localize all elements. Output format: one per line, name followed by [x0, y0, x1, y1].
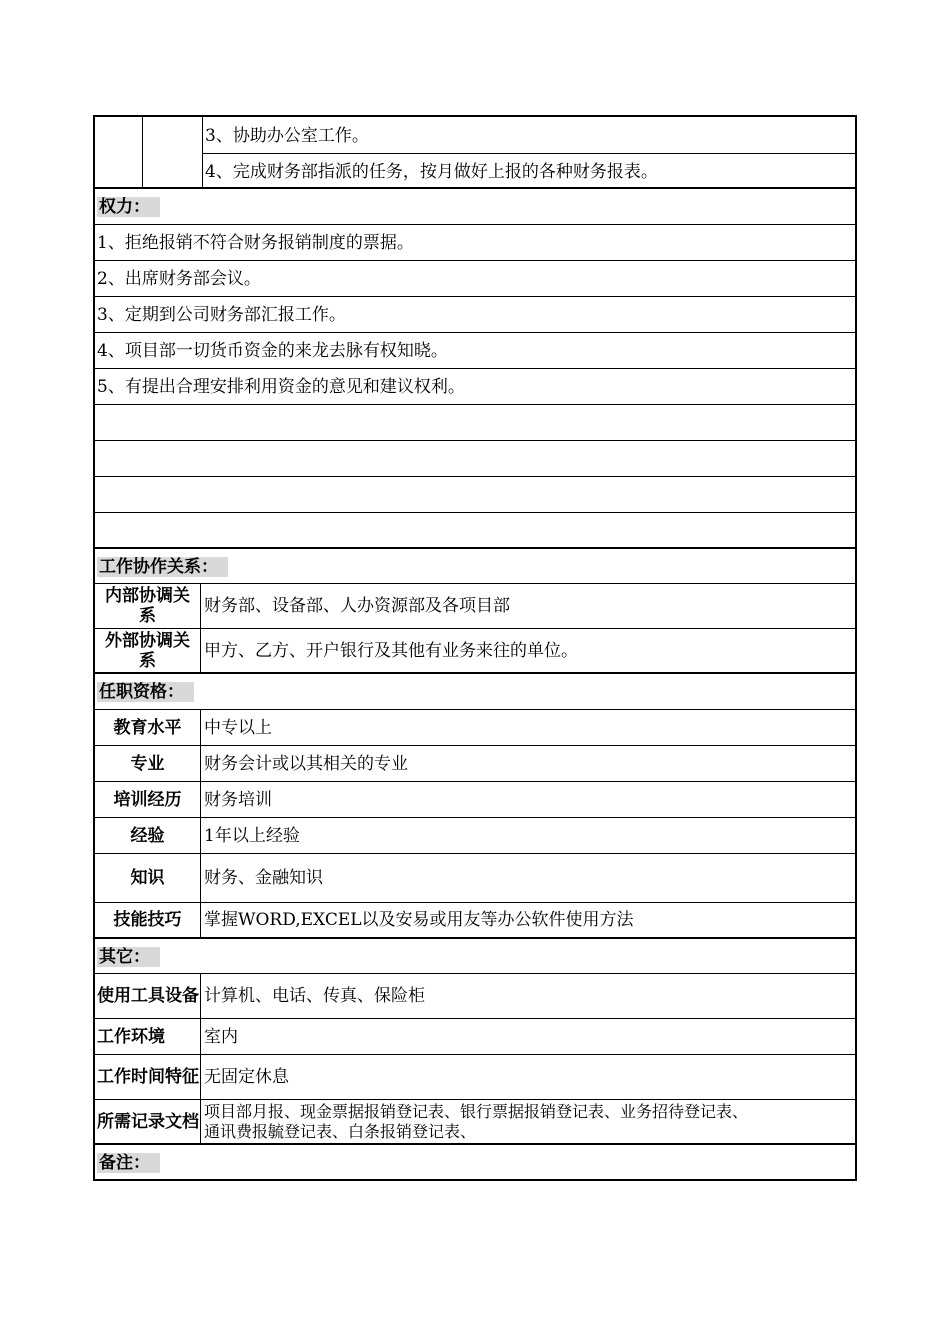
other-header: 其它：	[97, 947, 160, 967]
job-description-table	[93, 115, 857, 1181]
skills-value: 掌握WORD,EXCEL以及安易或用友等办公软件使用方法	[204, 910, 634, 930]
cooperation-header-row	[93, 549, 857, 584]
experience-value: 1年以上经验	[204, 825, 300, 846]
authority-item-4: 4、项目部一切货币资金的来龙去脉有权知晓。	[97, 341, 448, 361]
internal-coordination-label: 内部协调关系	[95, 584, 201, 628]
work-time-row	[93, 1055, 857, 1100]
duty-item-3-text: 3、协助办公室工作。	[205, 126, 369, 146]
authority-header: 权力：	[97, 197, 160, 217]
authority-item-1: 1、拒绝报销不符合财务报销制度的票据。	[97, 233, 414, 253]
tools-value: 计算机、电话、传真、保险柜	[204, 986, 425, 1006]
authority-row	[93, 225, 857, 261]
work-time-label: 工作时间特征	[95, 1055, 201, 1099]
education-value: 中专以上	[204, 717, 272, 738]
environment-label: 工作环境	[95, 1019, 201, 1054]
training-value: 财务培训	[204, 789, 272, 810]
authority-empty-row	[93, 441, 857, 477]
experience-label: 经验	[95, 818, 201, 853]
duties-empty-col-2	[143, 117, 203, 187]
qualification-row-education	[93, 710, 857, 746]
skills-label: 技能技巧	[95, 903, 201, 937]
major-value: 财务会计或以其相关的专业	[204, 753, 408, 774]
tools-row	[93, 974, 857, 1019]
external-coordination-label: 外部协调关系	[95, 629, 201, 672]
cooperation-header: 工作协作关系：	[97, 557, 228, 577]
knowledge-value: 财务、金融知识	[204, 868, 323, 888]
internal-coordination-value: 财务部、设备部、人办资源部及各项目部	[204, 596, 510, 616]
external-coordination-row	[93, 629, 857, 674]
authority-item-5: 5、有提出合理安排利用资金的意见和建议权利。	[97, 377, 465, 397]
duties-items	[203, 117, 855, 187]
authority-item-2: 2、出席财务部会议。	[97, 269, 261, 289]
qualification-row-skills	[93, 903, 857, 939]
authority-empty-row	[93, 477, 857, 513]
duty-item-4	[203, 154, 855, 190]
authority-row	[93, 333, 857, 369]
authority-header-row	[93, 189, 857, 225]
training-label: 培训经历	[95, 782, 201, 817]
authority-row	[93, 261, 857, 297]
knowledge-label: 知识	[95, 854, 201, 902]
internal-coordination-row	[93, 584, 857, 629]
qualification-row-experience	[93, 818, 857, 854]
education-label: 教育水平	[95, 710, 201, 745]
records-value-line-1: 项目部月报、现金票据报销登记表、银行票据报销登记表、业务招待登记表、	[204, 1101, 749, 1121]
records-value-line-2: 通讯费报毓登记表、白条报销登记表、	[204, 1121, 477, 1141]
duties-empty-col-1	[95, 117, 143, 187]
authority-empty-row	[93, 513, 857, 549]
environment-row	[93, 1019, 857, 1055]
external-coordination-value: 甲方、乙方、开户银行及其他有业务来往的单位。	[204, 640, 578, 661]
tools-label: 使用工具设备	[95, 974, 201, 1018]
authority-row	[93, 297, 857, 333]
remarks-row	[93, 1145, 857, 1181]
qualification-row-training	[93, 782, 857, 818]
authority-empty-row	[93, 405, 857, 441]
major-label: 专业	[95, 746, 201, 781]
records-value	[201, 1100, 855, 1143]
records-row	[93, 1100, 857, 1145]
qualification-row-knowledge	[93, 854, 857, 903]
other-header-row	[93, 939, 857, 974]
authority-row	[93, 369, 857, 405]
duties-block	[93, 115, 857, 189]
work-time-value: 无固定休息	[204, 1067, 289, 1087]
remarks-header: 备注：	[97, 1153, 160, 1173]
qualifications-header: 任职资格：	[97, 682, 194, 702]
environment-value: 室内	[204, 1026, 238, 1047]
qualification-row-major	[93, 746, 857, 782]
records-label: 所需记录文档	[95, 1100, 201, 1143]
authority-item-3: 3、定期到公司财务部汇报工作。	[97, 305, 346, 325]
duty-item-4-text: 4、完成财务部指派的任务，按月做好上报的各种财务报表。	[205, 162, 658, 182]
qualifications-header-row	[93, 674, 857, 710]
duty-item-3	[203, 117, 855, 154]
